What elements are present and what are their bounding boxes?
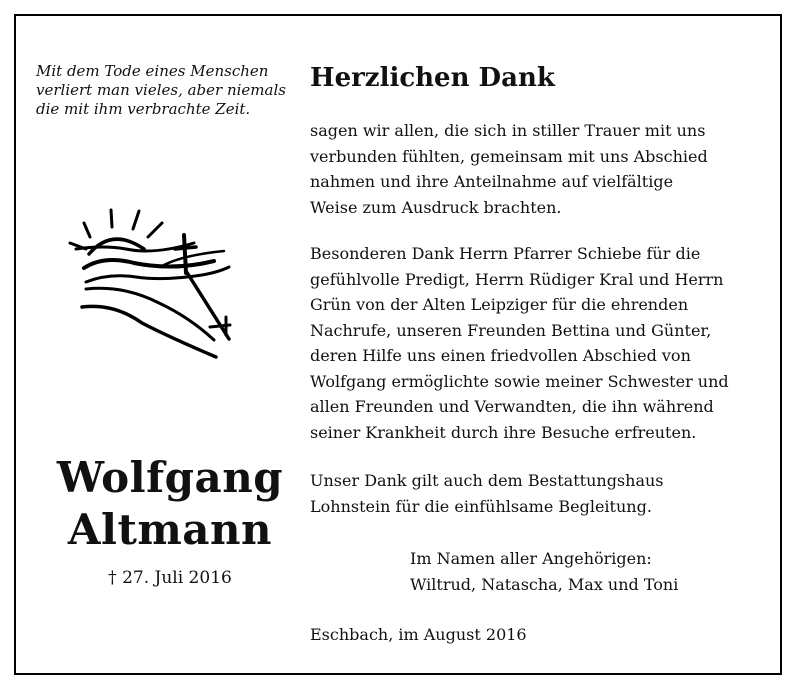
sunset-hills-cross-icon xyxy=(64,205,244,365)
text-line: deren Hilfe uns einen friedvollen Abschied von xyxy=(310,346,691,365)
thanks-paragraph-2 xyxy=(310,241,729,445)
quote-line: die mit ihm verbrachte Zeit. xyxy=(36,100,251,118)
deceased-first-name: Wolfgang xyxy=(56,453,284,502)
deceased-last-name: Altmann xyxy=(67,505,273,554)
thanks-paragraph-1 xyxy=(310,118,708,220)
place-date: Eschbach, im August 2016 xyxy=(310,625,527,644)
page-title: Herzlichen Dank xyxy=(310,63,555,93)
signature-block xyxy=(410,546,678,597)
text-line: Nachrufe, unseren Freunden Bettina und Günter, xyxy=(310,320,712,340)
deceased-name xyxy=(40,452,300,556)
quote-line: Mit dem Tode eines Menschen xyxy=(36,62,269,80)
text-line: nahmen und ihre Anteilnahme auf vielfältige xyxy=(310,172,674,191)
text-line: Unser Dank gilt auch dem Bestattungshaus xyxy=(310,471,664,490)
text-line: Weise zum Ausdruck brachten. xyxy=(310,197,562,217)
thanks-paragraph-3 xyxy=(310,468,664,519)
death-date: † 27. Juli 2016 xyxy=(108,568,232,588)
text-line: gefühlvolle Predigt, Herrn Rüdiger Kral und Herrn xyxy=(310,269,724,289)
signature-line: Wiltrud, Natascha, Max und Toni xyxy=(410,574,679,594)
text-line: Grün von der Alten Leipziger für die ehrenden xyxy=(310,295,689,314)
text-line: sagen wir allen, die sich in stiller Trauer mit uns xyxy=(310,121,706,140)
text-line: verbunden fühlten, gemeinsam mit uns Abschied xyxy=(310,146,708,166)
memorial-quote xyxy=(36,62,296,119)
quote-line: verliert man vieles, aber niemals xyxy=(36,81,286,99)
text-line: Lohnstein für die einfühlsame Begleitung. xyxy=(310,496,652,516)
text-line: seiner Krankheit durch ihre Besuche erfreuten. xyxy=(310,422,697,442)
text-line: Wolfgang ermöglichte sowie meiner Schwester und xyxy=(310,371,729,391)
signature-line: Im Namen aller Angehörigen: xyxy=(410,549,652,568)
text-line: allen Freunden und Verwandten, die ihn während xyxy=(310,397,714,416)
text-line: Besonderen Dank Herrn Pfarrer Schiebe für die xyxy=(310,244,701,263)
